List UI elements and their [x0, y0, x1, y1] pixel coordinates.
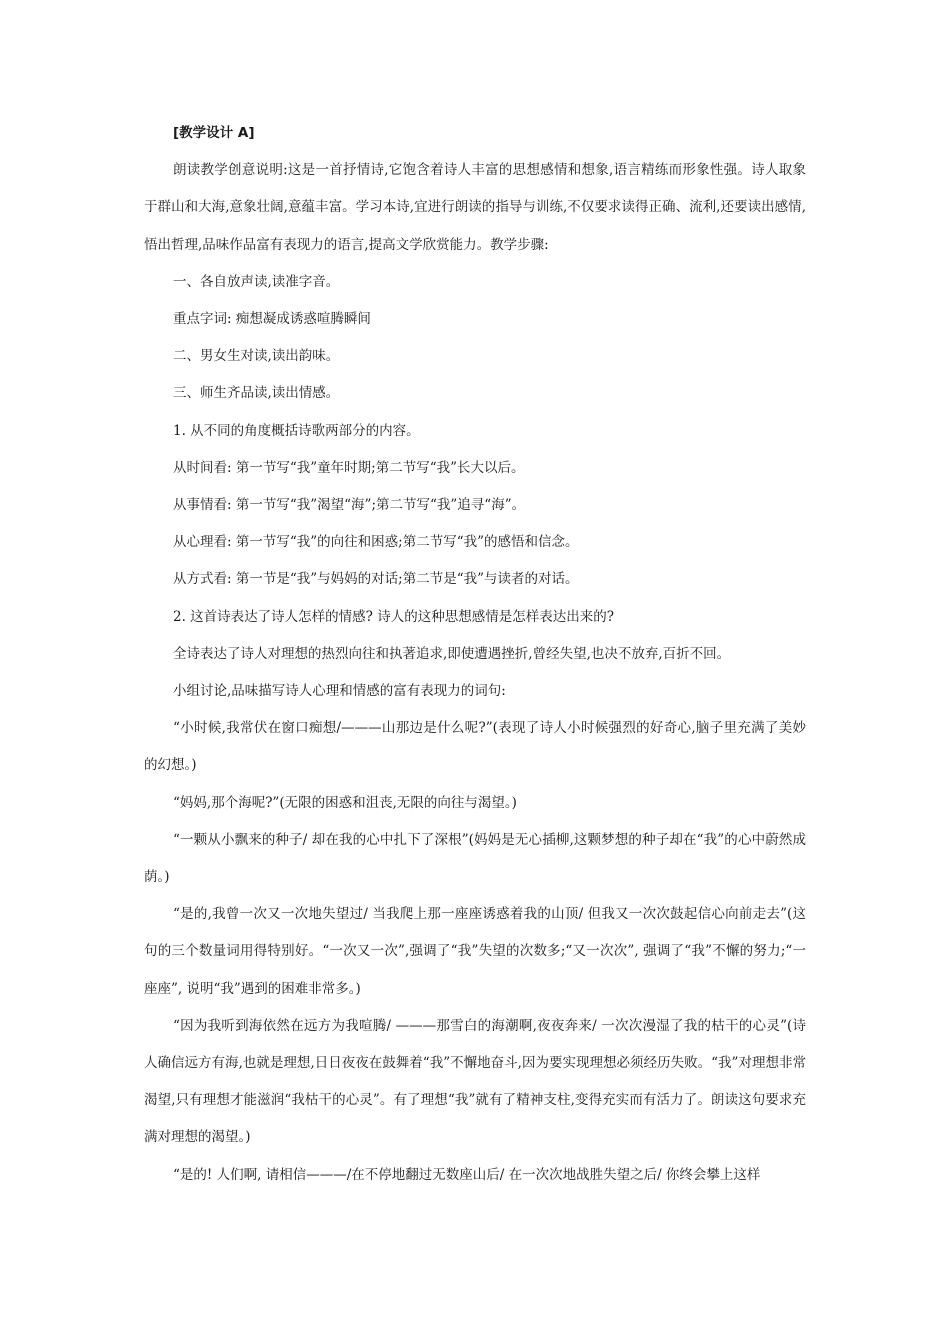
paragraph-step-3: 三、师生齐品读,读出情感。 — [173, 385, 340, 402]
paragraph-step-1: 一、各自放声读,读准字音。 — [173, 273, 340, 290]
paragraph-quote-1: “小时候,我常伏在窗口痴想/———山那边是什么呢?”(表现了诗人小时候强烈的好奇心,脑子里充满了美妙的幻想。) — [144, 720, 806, 774]
paragraph-question-1: 1. 从不同的角度概括诗歌两部分的内容。 — [173, 422, 420, 439]
document-body — [144, 115, 806, 1194]
paragraph-mode-view: 从方式看: 第一节是“我”与妈妈的对话;第二节是“我”与读者的对话。 — [173, 571, 579, 588]
paragraph-question-2: 2. 这首诗表达了诗人怎样的情感? 诗人的这种思想感情是怎样表达出来的? — [173, 608, 614, 625]
paragraph-event-view: 从事情看: 第一节写“我”渴望“海”;第二节写“我”追寻“海”。 — [173, 497, 526, 514]
paragraph-quote-3: “一颗从小飘来的种子/ 却在我的心中扎下了深根”(妈妈是无心插柳,这颗梦想的种子却在“我”的心中蔚然成荫。) — [144, 831, 806, 886]
paragraph-discussion: 小组讨论,品味描写诗人心理和情感的富有表现力的词句: — [173, 683, 506, 700]
paragraph-quote-4: “是的,我曾一次又一次地失望过/ 当我爬上那一座座诱惑着我的山顶/ 但我又一次次鼓起信心向前走去”(这句的三个数量词用得特别好。“一次又一次”,强调了“我”失望的次数多;“又一次次”, 强调了“我”不懈的努力;“一座座”, 说明“我”遇到的困难非常多。) — [144, 906, 806, 997]
paragraph-intro: 朗读教学创意说明:这是一首抒情诗,它饱含着诗人丰富的思想感情和想象,语言精练而形象性强。诗人取象于群山和大海,意象壮阔,意蕴丰富。学习本诗,宜进行朗读的指导与训练,不仅要求读得正确、流利,还要读出感情,悟出哲理,品味作品富有表现力的语言,提高文学欣赏能力。教学步骤: — [144, 162, 806, 253]
paragraph-quote-2: “妈妈,那个海呢?”(无限的困惑和沮丧,无限的向往与渴望。) — [173, 794, 517, 811]
paragraph-time-view: 从时间看: 第一节写“我”童年时期;第二节写“我”长大以后。 — [173, 459, 525, 476]
paragraph-key-words: 重点字词: 痴想凝成诱惑喧腾瞬间 — [173, 311, 371, 328]
paragraph-quote-6: “是的! 人们啊, 请相信———/在不停地翻过无数座山后/ 在一次次地战胜失望之后/ 你终会攀上这样 — [173, 1166, 761, 1183]
paragraph-answer: 全诗表达了诗人对理想的热烈向往和执著追求,即使遭遇挫折,曾经失望,也决不放弃,百折不回。 — [173, 645, 731, 662]
paragraph-quote-5: “因为我听到海依然在远方为我喧腾/ ———那雪白的海潮啊,夜夜奔来/ 一次次漫湿了我的枯干的心灵”(诗人确信远方有海,也就是理想,日日夜夜在鼓舞着“我”不懈地奋斗,因为要实现理想必须经历失败。“我”对理想非常渴望,只有理想才能滋润“我枯干的心灵”。有了理想“我”就有了精神支柱,变得充实而有活力了。朗读这句要求充满对理想的渴望。) — [144, 1017, 806, 1146]
paragraph-step-2: 二、男女生对读,读出韵味。 — [173, 348, 340, 365]
section-heading: [教学设计 A] — [173, 125, 255, 141]
paragraph-mind-view: 从心理看: 第一节写“我”的向往和困惑;第二节写“我”的感悟和信念。 — [173, 534, 579, 551]
